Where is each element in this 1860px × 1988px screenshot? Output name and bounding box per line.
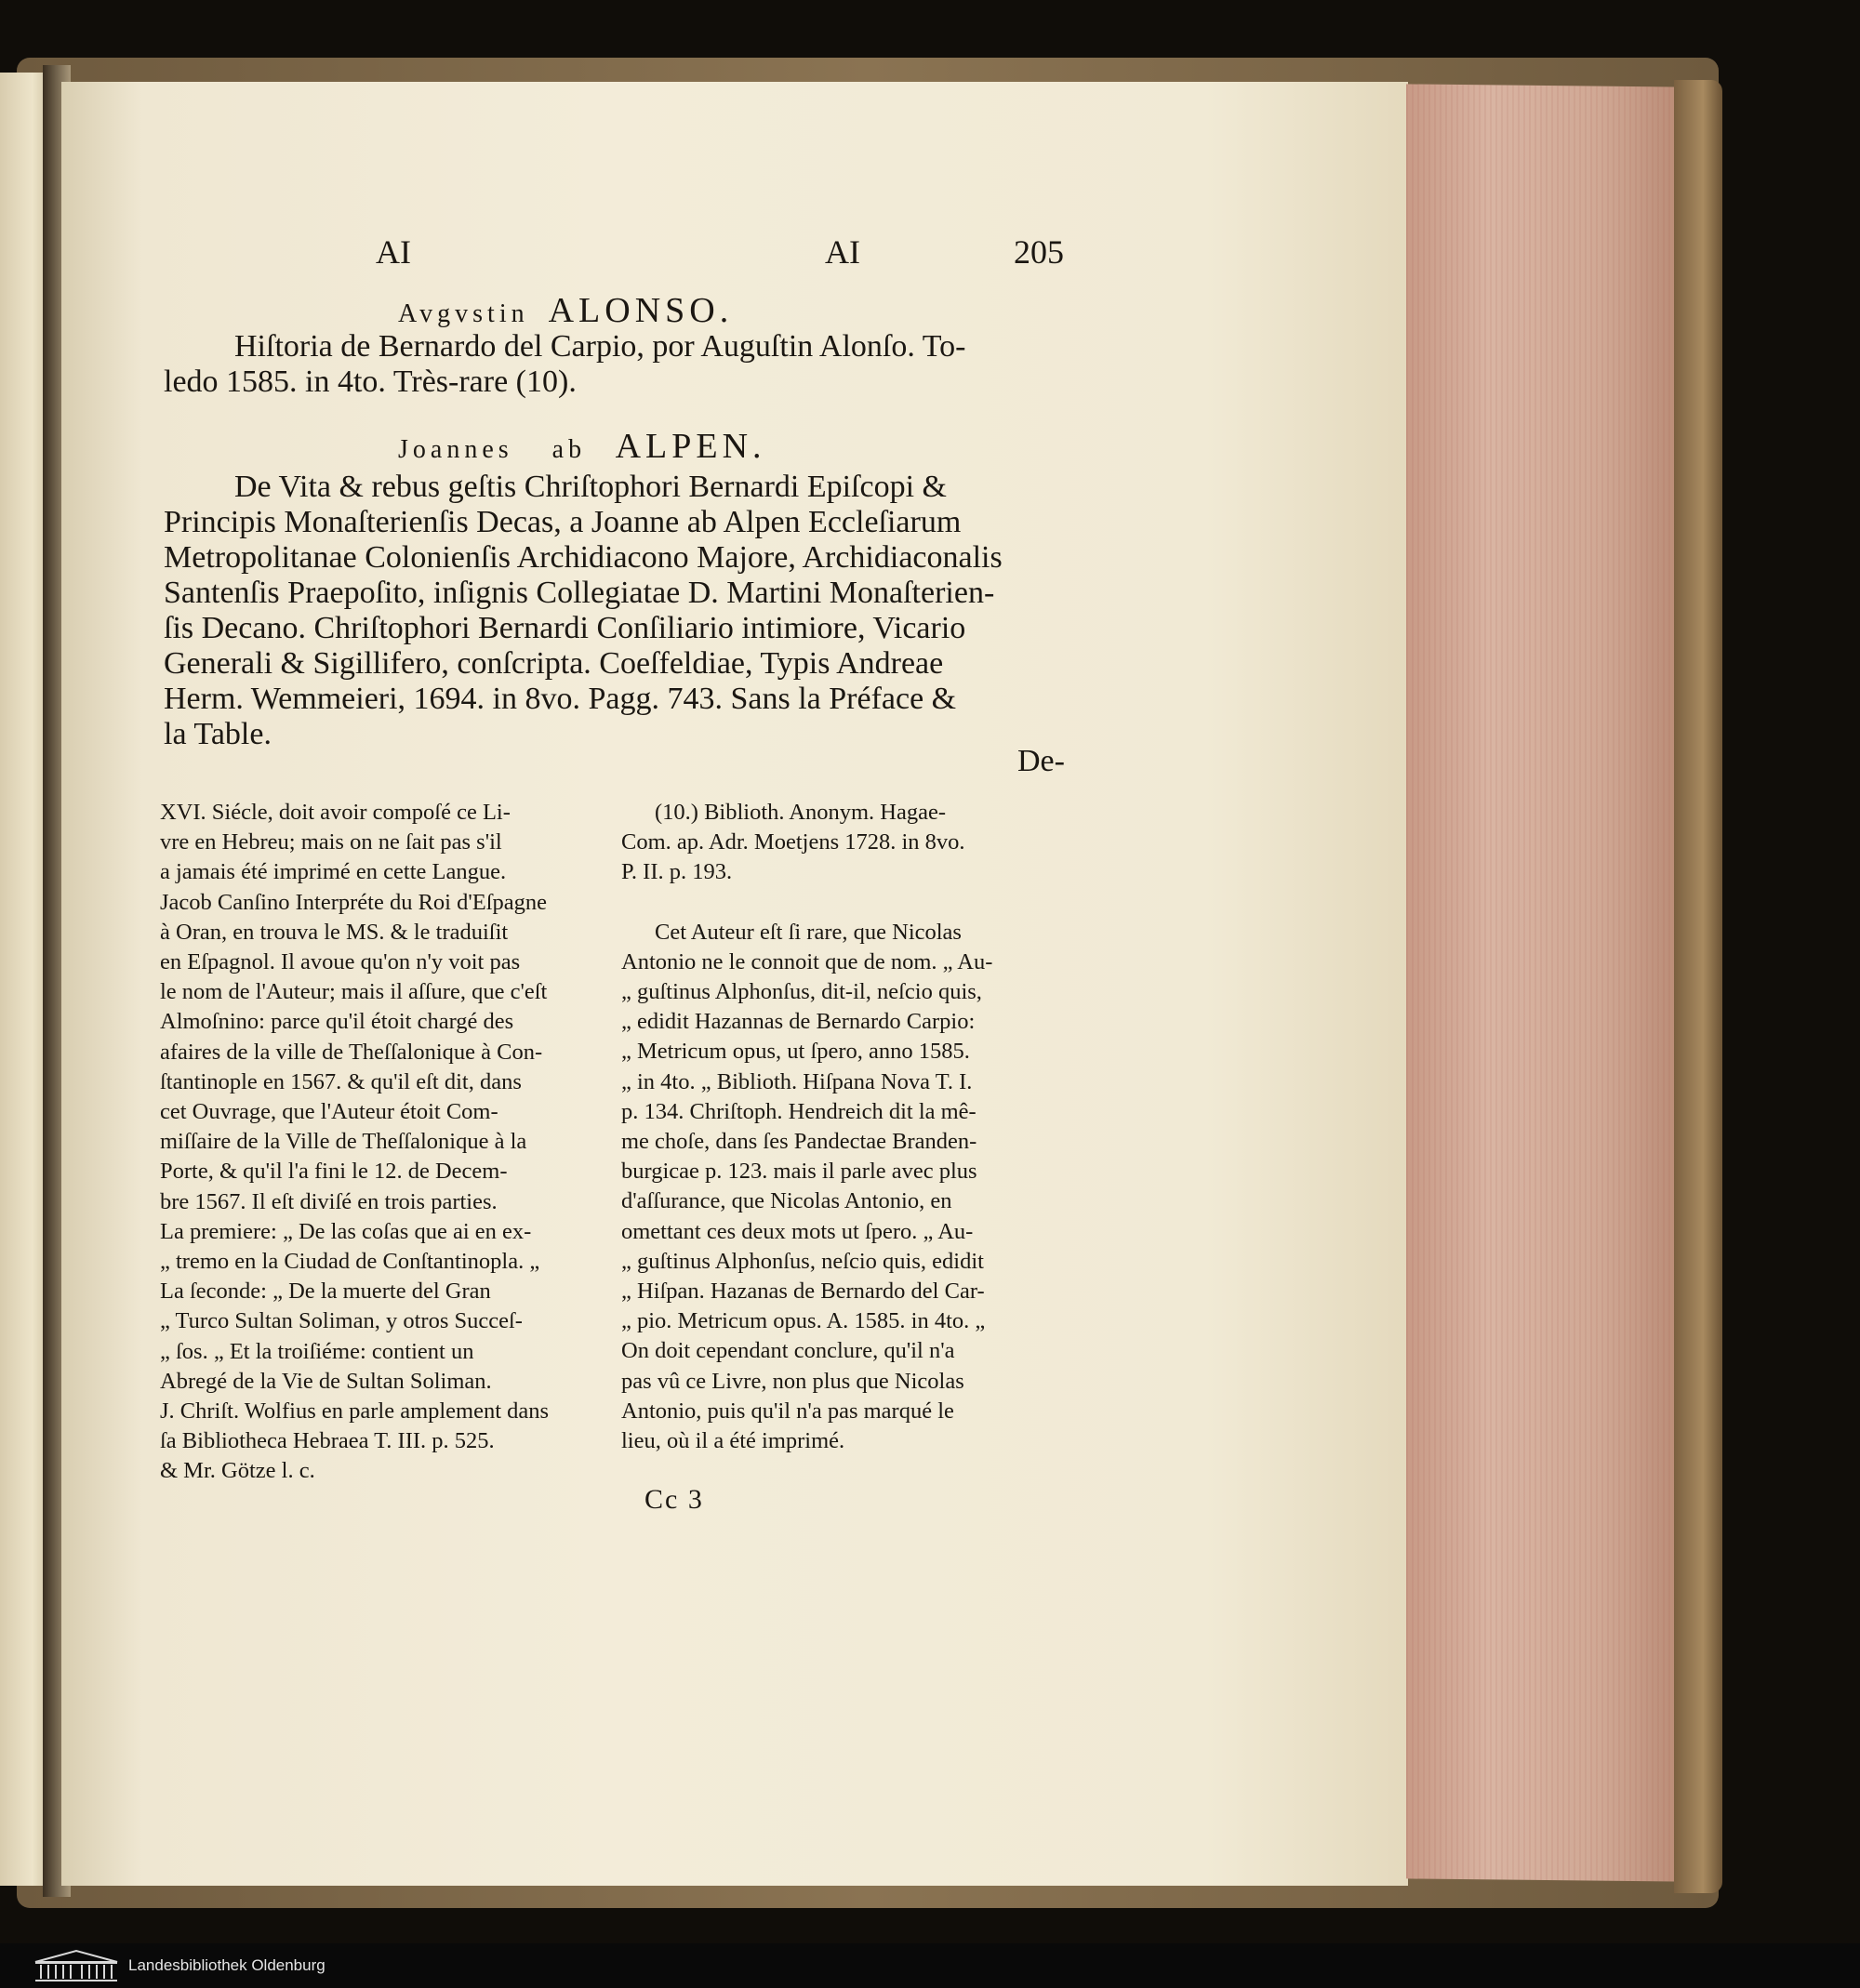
text-line: & Mr. Götze l. c. <box>160 1458 315 1484</box>
text-line: Antonio, puis qu'il n'a pas marqué le <box>621 1398 954 1424</box>
text-line: le nom de l'Auteur; mais il aſſure, que c'eſt <box>160 979 548 1005</box>
text-line: Hiſtoria de Bernardo del Carpio, por Auguſtin Alonſo. To- <box>234 329 966 364</box>
text-line: omettant ces deux mots ut ſpero. „ Au- <box>621 1218 974 1244</box>
footer-institution-name: Landesbibliothek Oldenburg <box>128 1956 326 1974</box>
text-line: „ tremo en la Ciudad de Conſtantinopla. „ <box>160 1249 540 1275</box>
text-line: me choſe, dans ſes Pandectae Branden- <box>621 1129 977 1155</box>
paragraph-gap <box>621 888 1068 918</box>
text-line: lieu, où il a été imprimé. <box>621 1428 845 1454</box>
library-building-icon <box>33 1949 119 1982</box>
text-line: la Table. <box>164 717 272 751</box>
text-line: cet Ouvrage, que l'Auteur étoit Com- <box>160 1099 498 1125</box>
text-line: On doit cependant conclure, qu'il n'a <box>621 1338 955 1364</box>
footnote-line: P. II. p. 193. <box>621 859 733 885</box>
text-line: bre 1567. Il eſt diviſé en trois parties. <box>160 1188 498 1214</box>
text-line: „ Metricum opus, ut ſpero, anno 1585. <box>621 1039 970 1065</box>
entry-heading-alpen <box>398 426 766 467</box>
text-line: afaires de la ville de Theſſalonique à Con- <box>160 1039 543 1065</box>
text-line: Porte, & qu'il l'a fini le 12. de Decem- <box>160 1159 508 1185</box>
text-line: „ edidit Hazannas de Bernardo Carpio: <box>621 1009 976 1035</box>
text-line: Herm. Wemmeieri, 1694. in 8vo. Pagg. 743. Sans la Préface & <box>164 682 957 716</box>
text-line: La ſeconde: „ De la muerte del Gran <box>160 1279 491 1305</box>
text-line: „ Turco Sultan Soliman, y otros Succeſ- <box>160 1308 523 1334</box>
footnote-line: (10.) Biblioth. Anonym. Hagae- <box>655 800 947 825</box>
author-last-name: ALPEN. <box>615 427 766 466</box>
signature-mark: Cc 3 <box>644 1484 704 1515</box>
entry-heading-alonso <box>398 290 733 331</box>
text-line: burgicae p. 123. mais il parle avec plus <box>621 1159 977 1185</box>
text-line: XVI. Siécle, doit avoir compoſé ce Li- <box>160 800 511 825</box>
text-line: J. Chriſt. Wolfius en parle amplement dans <box>160 1398 550 1425</box>
text-line: p. 134. Chriſtoph. Hendreich dit la mê- <box>621 1098 976 1124</box>
text-line: à Oran, en trouva le MS. & le traduiſit <box>160 919 509 945</box>
author-first-name: Joannes <box>398 435 513 464</box>
book-board <box>1674 80 1722 1893</box>
running-head-center: AI <box>825 233 860 271</box>
text-line: Antonio ne le connoit que de nom. „ Au- <box>621 948 993 974</box>
entry-text-alpen <box>164 470 1070 752</box>
entry-text-alonso <box>164 329 1070 400</box>
page-number: 205 <box>1014 233 1064 271</box>
running-head-left: AI <box>376 233 411 271</box>
text-line: La premiere: „ De las coſas que ai en ex- <box>160 1218 532 1244</box>
text-line: ſa Bibliotheca Hebraea T. III. p. 525. <box>160 1428 495 1454</box>
text-line: Metropolitanae Colonienſis Archidiacono Majore, Archidiaconalis <box>164 540 1003 575</box>
text-line: „ in 4to. „ Biblioth. Hiſpana Nova T. I. <box>621 1068 973 1094</box>
text-line: „ ſos. „ Et la troiſiéme: contient un <box>160 1338 474 1364</box>
text-line: vre en Hebreu; mais on ne ſait pas s'il <box>160 829 502 855</box>
text-line: „ guſtinus Alphonſus, dit-il, neſcio quis, <box>621 979 982 1005</box>
text-line: en Eſpagnol. Il avoue qu'on n'y voit pas <box>160 949 521 975</box>
author-last-name: ALONSO. <box>548 291 734 330</box>
text-line: miſſaire de la Ville de Theſſalonique à la <box>160 1129 527 1155</box>
author-first-name: Avgvstin <box>398 299 529 328</box>
text-line: Jacob Canſino Interpréte du Roi d'Eſpagne <box>160 889 548 915</box>
footnote-column-left <box>160 798 597 1487</box>
text-line: Principis Monaſterienſis Decas, a Joanne ab Alpen Eccleſiarum <box>164 505 962 539</box>
author-particle: ab <box>551 435 587 464</box>
text-line: ledo 1585. in 4to. Très-rare (10). <box>164 364 577 399</box>
text-line: Santenſis Praepoſito, inſignis Collegiatae D. Martini Monaſterien- <box>164 576 995 610</box>
text-line: Generali & Sigillifero, conſcripta. Coeſfeldiae, Typis Andreae <box>164 646 944 681</box>
text-line: a jamais été imprimé en cette Langue. <box>160 859 507 885</box>
footer-bar <box>0 1943 1860 1988</box>
text-line: Almoſnino: parce qu'il étoit chargé des <box>160 1009 514 1035</box>
text-line: De Vita & rebus geſtis Chriſtophori Bernardi Epiſcopi & <box>234 470 947 504</box>
text-line: ſtantinople en 1567. & qu'il eſt dit, dans <box>160 1068 522 1094</box>
text-line: „ Hiſpan. Hazanas de Bernardo del Car- <box>621 1279 985 1305</box>
text-line: „ guſtinus Alphonſus, neſcio quis, edidit <box>621 1248 984 1274</box>
footnote-column-right <box>621 798 1068 1456</box>
text-line: ſis Decano. Chriſtophori Bernardi Conſiliario intimiore, Vicario <box>164 611 966 645</box>
text-line: Cet Auteur eſt ſi rare, que Nicolas <box>655 919 962 945</box>
text-line: d'aſſurance, que Nicolas Antonio, en <box>621 1188 952 1214</box>
text-line: Abregé de la Vie de Sultan Soliman. <box>160 1368 492 1394</box>
text-line: pas vû ce Livre, non plus que Nicolas <box>621 1368 964 1394</box>
text-line: „ pio. Metricum opus. A. 1585. in 4to. „ <box>621 1308 986 1334</box>
footnote-line: Com. ap. Adr. Moetjens 1728. in 8vo. <box>621 829 965 855</box>
catchword: De- <box>1017 744 1065 778</box>
page-fore-edge <box>1406 84 1685 1881</box>
